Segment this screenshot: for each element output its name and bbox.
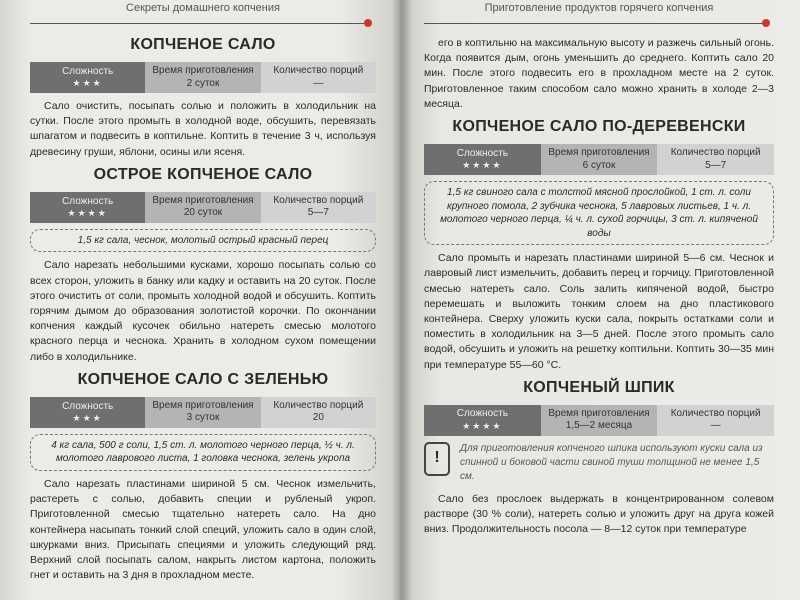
servings-label: Количество порций (670, 407, 761, 419)
servings-label: Количество порций (273, 194, 364, 206)
header-rule (30, 16, 376, 30)
recipe-info-table (30, 62, 376, 93)
difficulty-stars: ★★★★ (462, 160, 503, 171)
time-value: 6 суток (582, 159, 616, 171)
difficulty-cell (30, 397, 145, 428)
servings-cell (657, 144, 774, 175)
recipe-spicy-smoked-lard (30, 166, 376, 365)
servings-label: Количество порций (670, 147, 761, 159)
difficulty-label: Сложность (456, 408, 508, 420)
servings-cell (657, 405, 774, 436)
servings-value: — (710, 420, 721, 432)
time-value: 3 суток (186, 412, 220, 424)
difficulty-label: Сложность (62, 65, 114, 77)
servings-cell (261, 397, 376, 428)
ingredients-box: 1,5 кг сала, чеснок, молотый острый красный перец (30, 229, 376, 253)
ingredients-box: 1,5 кг свиного сала с толстой мясной прослойкой, 1 ст. л. соли крупного помола, 2 зубчика чеснока, 5 лавровых листьев, 1 ч. л. молотого черного перца, ¼ ч. л. сухой горчицы, 3 ст. л. кипяченой воды (424, 181, 774, 245)
recipe-text: Сало без прослоек выдержать в концентрированном солевом растворе (30 % соли), натереть солью и уложить друг на друга кожей вниз. Продолжительность посола — 8—12 суток при температуре (424, 492, 774, 536)
running-head-left: Секреты домашнего копчения (126, 2, 280, 14)
servings-value: 5—7 (705, 159, 727, 171)
difficulty-cell (30, 62, 145, 93)
time-cell (541, 405, 658, 436)
difficulty-label: Сложность (456, 147, 508, 159)
difficulty-cell (424, 405, 541, 436)
time-label: Время приготовления (152, 194, 254, 206)
recipe-title: КОПЧЕНОЕ САЛО С ЗЕЛЕНЬЮ (77, 370, 329, 388)
header-rule (424, 16, 774, 30)
recipe-text: Сало нарезать пластинами шириной 5 см. Чеснок измельчить, растереть с солью, добавить специи и рубленый укроп. Приготовленной смесью тщательно натереть сало. На дно контейнера насыпать тонкий слой специй, уложить сало в один слой, шкурками вниз. Присыпать специями и уложить следующий ряд. Верхний слой посыпать салом, накрыть листом картона, положить гнет и оставить на 3 дня в прохладном месте. (30, 477, 376, 582)
time-label: Время приготовления (152, 65, 254, 76)
right-page (400, 0, 800, 600)
recipe-info-table (424, 144, 774, 175)
recipe-title: ОСТРОЕ КОПЧЕНОЕ САЛО (93, 165, 313, 183)
recipe-title: КОПЧЕНОЕ САЛО (130, 36, 276, 53)
tip-note (424, 442, 774, 484)
difficulty-stars: ★★★ (72, 413, 103, 424)
recipe-title: КОПЧЕНЫЙ ШПИК (523, 378, 675, 396)
difficulty-cell (30, 192, 145, 223)
exclamation-icon: ! (424, 442, 450, 476)
servings-label: Количество порций (273, 65, 364, 76)
recipe-title: КОПЧЕНОЕ САЛО ПО-ДЕРЕВЕНСКИ (452, 118, 746, 136)
time-cell (541, 144, 658, 175)
time-cell (145, 397, 260, 428)
time-label: Время приготовления (152, 399, 254, 411)
difficulty-label: Сложность (62, 400, 114, 412)
time-cell (145, 192, 260, 223)
recipe-info-table (424, 405, 774, 436)
recipe-smoked-lard (30, 36, 376, 160)
running-head-right: Приготовление продуктов горячего копчения (484, 2, 714, 14)
difficulty-stars: ★★★★ (462, 420, 503, 431)
time-label: Время приготовления (548, 147, 650, 159)
recipe-smoked-lard-herbs (30, 371, 376, 584)
servings-value: 20 (312, 412, 324, 424)
time-value: 1,5—2 месяца (565, 420, 633, 432)
ingredients-box: 4 кг сала, 500 г соли, 1,5 ст. л. молотого черного перца, ½ ч. л. молотого лаврового листа, 1 головка чеснока, зелень укропа (30, 434, 376, 471)
book-gutter-shadow (392, 0, 412, 600)
difficulty-stars: ★★★ (72, 78, 103, 89)
servings-value: 5—7 (307, 207, 329, 219)
time-label: Время приготовления (548, 407, 650, 419)
time-cell (145, 62, 260, 93)
recipe-text: Сало промыть и нарезать пластинами шириной 5—6 см. Чеснок и лавровый лист измельчить, добавить перец и горчицу. Приготовленной смесью натереть сало. Соль залить кипяченой водой, быстро перемешать и выложить тонким слоем на дно пластикового контейнера. Сверху уложить куски сала, покрыть остатками соли и поместить в холодильник на 3—5 дней. После этого промыть сало водой, обсушить и уложить на решетку коптильни. Коптить 30—35 мин при температуре 55—60 °С. (424, 252, 774, 371)
recipe-village-smoked-lard (424, 118, 774, 373)
servings-value: — (313, 77, 324, 89)
recipe-text: Сало очистить, посыпать солью и положить в холодильник на сутки. После этого промыть в холодной воде, обсушить, перевязать шпагатом и подвесить в коптильне. Коптить в течение 3 ч, используя древесину груши, яблони, осины или ясеня. (30, 100, 376, 158)
time-value: 2 суток (186, 77, 220, 89)
recipe-text: Сало нарезать небольшими кусками, хорошо посыпать солью со всех сторон, уложить в банку или кадку и оставить на 20 суток. После этого очистить от соли, промыть холодной водой и обсушить. Коптить горячим дымом до образования золотистой корочки. По окончании копчения каждый кусочек обильно натереть смесью молотого красного перца и чеснока. Хранить в холодном сухом помещении либо в холодильнике. (30, 259, 376, 363)
tip-text: Для приготовления копченого шпика используют куски сала из спинной и боковой части свиной туши толщиной не менее 1,5 см. (460, 442, 763, 482)
time-value: 20 суток (183, 207, 223, 219)
recipe-info-table (30, 192, 376, 223)
difficulty-cell (424, 144, 541, 175)
continued-text: его в коптильню на максимальную высоту и разжечь сильный огонь. Когда появится дым, огонь уменьшить до среднего. Коптить сало 20 мин. После этого подвесить его в прохладном месте на 2 суток. Приготовленное таким способом сало можно хранить в холоде 2—3 месяца. (424, 37, 774, 110)
difficulty-stars: ★★★★ (67, 208, 108, 218)
recipe-info-table (30, 397, 376, 428)
servings-label: Количество порций (273, 399, 364, 411)
servings-cell (261, 192, 376, 223)
servings-cell (261, 62, 376, 93)
difficulty-label: Сложность (62, 195, 114, 207)
recipe-smoked-speck (424, 379, 774, 538)
